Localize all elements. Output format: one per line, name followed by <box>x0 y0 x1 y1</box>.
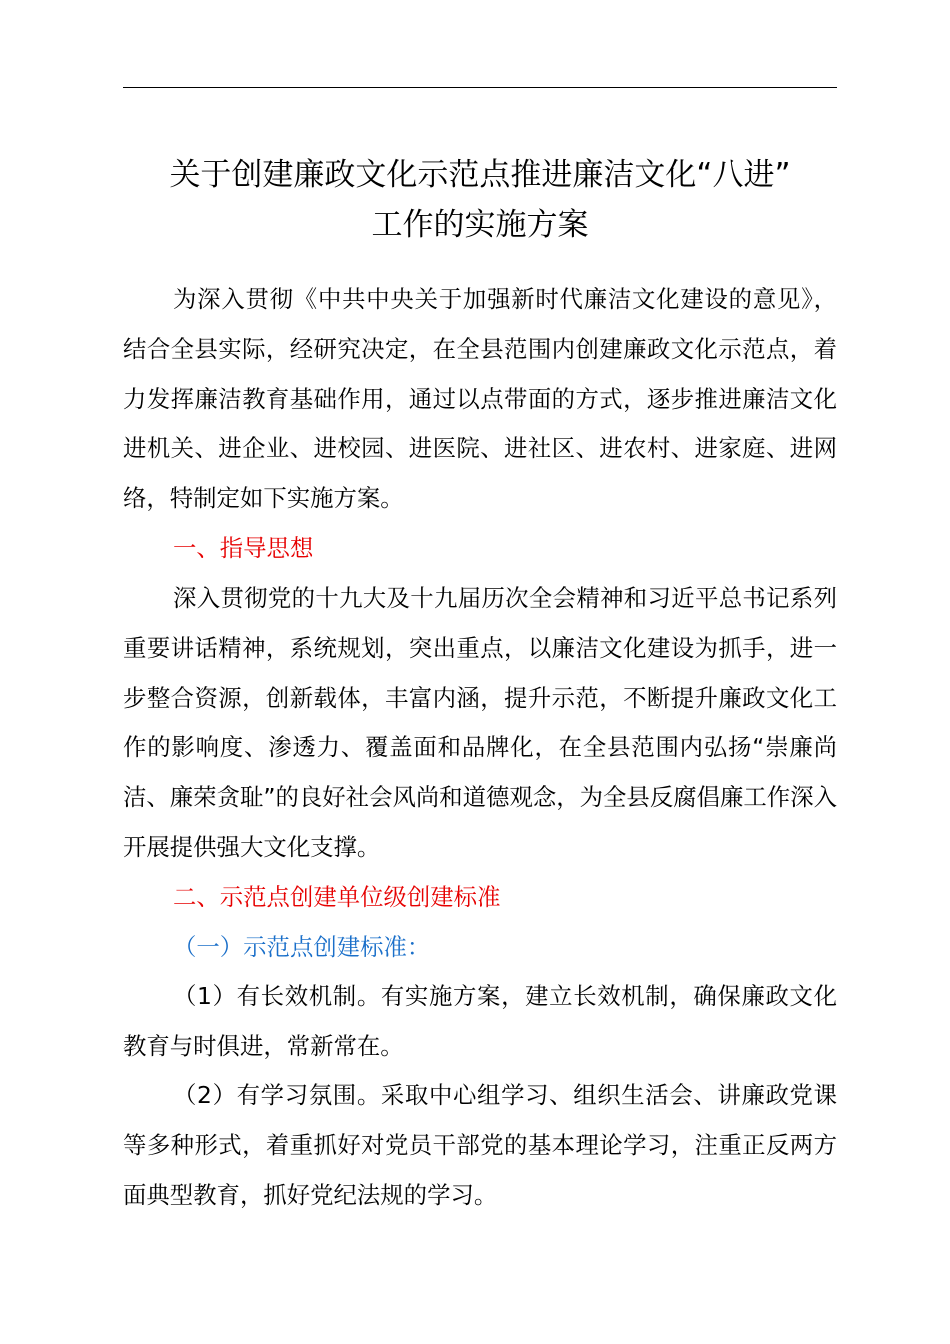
section-1-body: 深入贯彻党的十九大及十九届历次全会精神和习近平总书记系列重要讲话精神，系统规划，突出重点，以廉洁文化建设为抓手，进一步整合资源，创新载体，丰富内涵，提升示范，不断提升廉政文化工作的影响度、渗透力、覆盖面和品牌化，在全县范围内弘扬“崇廉尚洁、廉荣贪耻”的良好社会风尚和道德观念，为全县反腐倡廉工作深入开展提供强大文化支撑。 <box>123 584 837 861</box>
standard-item-1: （1）有长效机制。有实施方案，建立长效机制，确保廉政文化教育与时俱进，常新常在。 <box>123 982 837 1060</box>
header-rule <box>123 87 837 88</box>
intro-paragraph: 为深入贯彻《中共中央关于加强新时代廉洁文化建设的意见》，结合全县实际，经研究决定，在全县范围内创建廉政文化示范点，着力发挥廉洁教育基础作用，通过以点带面的方式，逐步推进廉洁文化进机关、进企业、进校园、进医院、进社区、进农村、进家庭、进网络，特制定如下实施方案。 <box>123 285 837 513</box>
section-1-heading: 一、指导思想 <box>173 534 314 562</box>
standard-item-2: （2）有学习氛围。采取中心组学习、组织生活会、讲廉政党课等多种形式，着重抓好对党员干部党的基本理论学习，注重正反两方面典型教育，抓好党纪法规的学习。 <box>123 1081 837 1209</box>
subsection-1-heading: （一）示范点创建标准： <box>173 933 431 961</box>
section-2-heading: 二、示范点创建单位级创建标准 <box>173 883 501 911</box>
document-title-line-1: 关于创建廉政文化示范点推进廉洁文化“八进” <box>169 157 791 193</box>
document-title-line-2: 工作的实施方案 <box>371 207 589 243</box>
